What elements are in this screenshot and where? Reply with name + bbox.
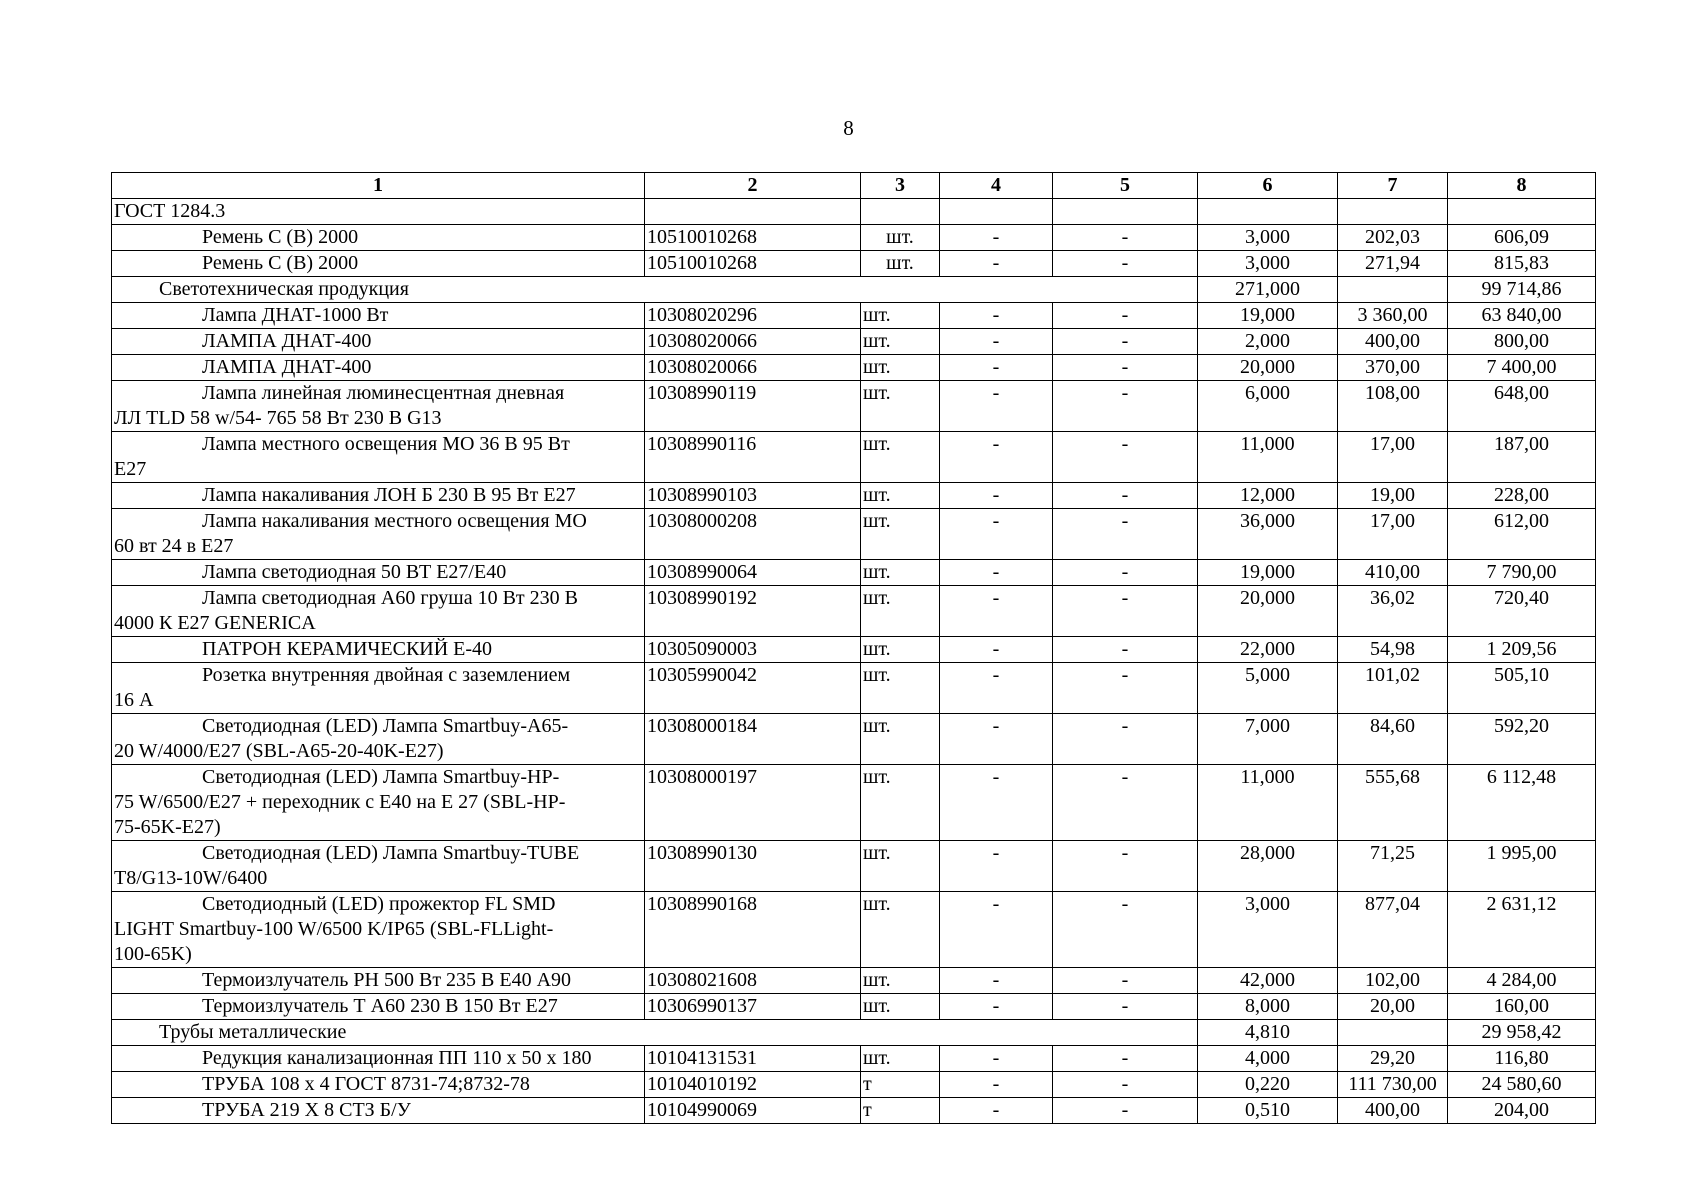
item-qty: 42,000 [1198, 968, 1338, 994]
item-sum: 4 284,00 [1448, 968, 1596, 994]
table-row [112, 483, 1596, 509]
item-name-line1: Лампа ДНАТ-1000 Вт [202, 304, 389, 326]
item-sum: 505,10 [1448, 663, 1596, 714]
item-unit: шт. [861, 509, 940, 560]
item-sum: 228,00 [1448, 483, 1596, 509]
item-col5: - [1053, 432, 1198, 483]
item-name-line1: Ремень С (В) 2000 [202, 226, 359, 248]
item-col4: - [940, 483, 1053, 509]
item-name [112, 483, 645, 509]
item-name-line2: LIGHT Smartbuy-100 W/6500 K/IP65 (SBL-FLLight- [114, 918, 554, 940]
item-name-line1: Светодиодная (LED) Лампа Smartbuy-TUBE [202, 842, 580, 864]
item-name [112, 225, 645, 251]
item-name-line2: 16 А [114, 689, 154, 711]
item-code: 10308000184 [645, 714, 861, 765]
table-row [112, 994, 1596, 1020]
inventory-table [111, 172, 1596, 1124]
item-qty: 11,000 [1198, 432, 1338, 483]
column-header-7: 7 [1338, 173, 1448, 199]
item-unit: шт. [861, 381, 940, 432]
header-row [112, 173, 1596, 199]
item-col5: - [1053, 968, 1198, 994]
item-col5: - [1053, 663, 1198, 714]
item-price: 111 730,00 [1338, 1072, 1448, 1098]
gost-row [112, 199, 1596, 225]
item-name-line1: Светодиодная (LED) Лампа Smartbuy-A65- [202, 715, 569, 737]
item-price: 400,00 [1338, 329, 1448, 355]
item-unit: шт. [861, 892, 940, 968]
item-sum: 187,00 [1448, 432, 1596, 483]
item-col4: - [940, 714, 1053, 765]
table-row [112, 892, 1596, 968]
item-price: 29,20 [1338, 1046, 1448, 1072]
item-sum: 7 400,00 [1448, 355, 1596, 381]
gost-label: ГОСТ 1284.3 [112, 199, 645, 225]
item-qty: 20,000 [1198, 355, 1338, 381]
column-header-2: 2 [645, 173, 861, 199]
category-row [112, 1020, 1596, 1046]
item-qty: 5,000 [1198, 663, 1338, 714]
item-col5: - [1053, 714, 1198, 765]
table-row [112, 432, 1596, 483]
item-price: 108,00 [1338, 381, 1448, 432]
item-price: 84,60 [1338, 714, 1448, 765]
item-name-line2: ЛЛ TLD 58 w/54- 765 58 Вт 230 В G13 [114, 407, 442, 429]
item-col4: - [940, 968, 1053, 994]
item-name-line1: Лампа светодиодная 50 ВТ Е27/Е40 [202, 561, 507, 583]
table-row [112, 355, 1596, 381]
item-code: 10308990116 [645, 432, 861, 483]
column-header-5: 5 [1053, 173, 1198, 199]
item-price: 271,94 [1338, 251, 1448, 277]
item-code: 10308000197 [645, 765, 861, 841]
item-col5: - [1053, 225, 1198, 251]
item-col5: - [1053, 355, 1198, 381]
category-label: Трубы металлические [112, 1020, 1198, 1046]
item-col5: - [1053, 381, 1198, 432]
item-unit: т [861, 1098, 940, 1124]
item-name-line1: Термоизлучатель РН 500 Вт 235 В Е40 А90 [202, 969, 572, 991]
item-name-line2: 4000 К Е27 GENERICA [114, 612, 316, 634]
item-name-line2: T8/G13-10W/6400 [114, 867, 268, 889]
item-name [112, 892, 645, 968]
item-col5: - [1053, 560, 1198, 586]
item-price: 17,00 [1338, 432, 1448, 483]
item-price: 877,04 [1338, 892, 1448, 968]
item-name-line2: 75 W/6500/E27 + переходник с Е40 на Е 27 (SBL-HP- [114, 791, 566, 813]
item-name-line3: 75-65K-E27) [114, 816, 221, 838]
category-sum: 99 714,86 [1448, 277, 1596, 303]
item-name [112, 663, 645, 714]
item-qty: 3,000 [1198, 251, 1338, 277]
table-body [112, 199, 1596, 1124]
column-header-4: 4 [940, 173, 1053, 199]
item-name-line1: Ремень С (В) 2000 [202, 252, 359, 274]
item-code: 10308990064 [645, 560, 861, 586]
item-col4: - [940, 303, 1053, 329]
item-name [112, 1046, 645, 1072]
table-row [112, 303, 1596, 329]
table-row [112, 586, 1596, 637]
table-row [112, 1046, 1596, 1072]
item-qty: 36,000 [1198, 509, 1338, 560]
item-sum: 7 790,00 [1448, 560, 1596, 586]
item-price: 400,00 [1338, 1098, 1448, 1124]
item-col5: - [1053, 994, 1198, 1020]
item-col4: - [940, 1046, 1053, 1072]
item-name [112, 637, 645, 663]
item-name-line1: Лампа накаливания местного освещения МО [202, 510, 587, 532]
item-qty: 8,000 [1198, 994, 1338, 1020]
item-price: 20,00 [1338, 994, 1448, 1020]
item-col5: - [1053, 303, 1198, 329]
item-code: 10308990192 [645, 586, 861, 637]
item-sum: 160,00 [1448, 994, 1596, 1020]
item-name [112, 1072, 645, 1098]
item-code: 10510010268 [645, 251, 861, 277]
item-qty: 4,000 [1198, 1046, 1338, 1072]
table-row [112, 251, 1596, 277]
item-col4: - [940, 225, 1053, 251]
item-col4: - [940, 892, 1053, 968]
item-name [112, 841, 645, 892]
item-qty: 6,000 [1198, 381, 1338, 432]
item-col4: - [940, 355, 1053, 381]
item-col4: - [940, 841, 1053, 892]
item-col4: - [940, 432, 1053, 483]
table-row [112, 381, 1596, 432]
table-row [112, 637, 1596, 663]
item-name-line1: Лампа линейная люминесцентная дневная [202, 382, 565, 404]
item-name-line2: 60 вт 24 в Е27 [114, 535, 234, 557]
item-qty: 3,000 [1198, 892, 1338, 968]
item-qty: 0,220 [1198, 1072, 1338, 1098]
table-row [112, 841, 1596, 892]
table-row [112, 225, 1596, 251]
item-sum: 6 112,48 [1448, 765, 1596, 841]
item-col4: - [940, 765, 1053, 841]
item-code: 10308021608 [645, 968, 861, 994]
item-code: 10305090003 [645, 637, 861, 663]
column-header-8: 8 [1448, 173, 1596, 199]
item-unit: шт. [861, 355, 940, 381]
item-name [112, 968, 645, 994]
item-unit: шт. [861, 303, 940, 329]
category-row [112, 277, 1596, 303]
item-col5: - [1053, 509, 1198, 560]
item-unit: шт. [861, 251, 940, 277]
item-col5: - [1053, 483, 1198, 509]
item-price: 101,02 [1338, 663, 1448, 714]
item-col5: - [1053, 1098, 1198, 1124]
item-name-line1: Лампа местного освещения МО 36 В 95 Вт [202, 433, 570, 455]
item-sum: 815,83 [1448, 251, 1596, 277]
item-price: 54,98 [1338, 637, 1448, 663]
item-col4: - [940, 637, 1053, 663]
item-code: 10306990137 [645, 994, 861, 1020]
item-unit: шт. [861, 765, 940, 841]
category-label: Светотехническая продукция [112, 277, 1198, 303]
item-sum: 24 580,60 [1448, 1072, 1596, 1098]
item-sum: 612,00 [1448, 509, 1596, 560]
item-name [112, 509, 645, 560]
table-row [112, 1098, 1596, 1124]
item-name-line1: Термоизлучатель Т А60 230 В 150 Вт Е27 [202, 995, 558, 1017]
item-code: 10308020066 [645, 355, 861, 381]
item-code: 10308000208 [645, 509, 861, 560]
item-col5: - [1053, 637, 1198, 663]
category-sum: 29 958,42 [1448, 1020, 1596, 1046]
item-code: 10308990130 [645, 841, 861, 892]
item-code: 10308020066 [645, 329, 861, 355]
item-name [112, 251, 645, 277]
item-sum: 116,80 [1448, 1046, 1596, 1072]
item-col4: - [940, 251, 1053, 277]
page-number: 8 [843, 116, 854, 140]
item-price: 202,03 [1338, 225, 1448, 251]
item-name [112, 355, 645, 381]
item-col4: - [940, 994, 1053, 1020]
item-name [112, 329, 645, 355]
item-name-line2: 20 W/4000/E27 (SBL-A65-20-40K-E27) [114, 740, 444, 762]
item-col5: - [1053, 251, 1198, 277]
table-row [112, 714, 1596, 765]
table-row [112, 663, 1596, 714]
item-qty: 20,000 [1198, 586, 1338, 637]
item-name [112, 714, 645, 765]
item-code: 10308990103 [645, 483, 861, 509]
item-name [112, 1098, 645, 1124]
item-col4: - [940, 663, 1053, 714]
item-sum: 592,20 [1448, 714, 1596, 765]
item-col4: - [940, 560, 1053, 586]
item-col4: - [940, 1072, 1053, 1098]
item-col4: - [940, 509, 1053, 560]
item-unit: шт. [861, 968, 940, 994]
item-unit: шт. [861, 714, 940, 765]
item-price: 410,00 [1338, 560, 1448, 586]
table-row [112, 509, 1596, 560]
item-code: 10104131531 [645, 1046, 861, 1072]
item-qty: 7,000 [1198, 714, 1338, 765]
item-name [112, 303, 645, 329]
item-unit: шт. [861, 432, 940, 483]
item-name [112, 432, 645, 483]
item-unit: шт. [861, 841, 940, 892]
item-name-line1: ТРУБА 108 х 4 ГОСТ 8731-74;8732-78 [202, 1073, 530, 1095]
item-qty: 19,000 [1198, 560, 1338, 586]
item-price: 555,68 [1338, 765, 1448, 841]
item-price: 71,25 [1338, 841, 1448, 892]
item-sum: 63 840,00 [1448, 303, 1596, 329]
item-name-line1: Светодиодный (LED) прожектор FL SMD [202, 893, 556, 915]
item-col5: - [1053, 329, 1198, 355]
item-code: 10104010192 [645, 1072, 861, 1098]
item-col4: - [940, 329, 1053, 355]
item-price: 370,00 [1338, 355, 1448, 381]
item-unit: шт. [861, 637, 940, 663]
category-qty: 271,000 [1198, 277, 1338, 303]
table-row [112, 1072, 1596, 1098]
item-sum: 720,40 [1448, 586, 1596, 637]
item-qty: 0,510 [1198, 1098, 1338, 1124]
item-sum: 1 209,56 [1448, 637, 1596, 663]
table-row [112, 765, 1596, 841]
item-name-line1: ЛАМПА ДНАТ-400 [202, 330, 372, 352]
item-code: 10104990069 [645, 1098, 861, 1124]
table-row [112, 968, 1596, 994]
column-header-6: 6 [1198, 173, 1338, 199]
item-code: 10510010268 [645, 225, 861, 251]
item-col5: - [1053, 1046, 1198, 1072]
table-row [112, 560, 1596, 586]
item-name-line1: Редукция канализационная ПП 110 х 50 х 180 [202, 1047, 592, 1069]
category-qty: 4,810 [1198, 1020, 1338, 1046]
item-qty: 22,000 [1198, 637, 1338, 663]
item-name-line3: 100-65K) [114, 943, 192, 965]
item-sum: 2 631,12 [1448, 892, 1596, 968]
item-unit: т [861, 1072, 940, 1098]
item-price: 36,02 [1338, 586, 1448, 637]
item-code: 10305990042 [645, 663, 861, 714]
item-sum: 606,09 [1448, 225, 1596, 251]
item-col4: - [940, 586, 1053, 637]
item-price: 102,00 [1338, 968, 1448, 994]
item-price: 3 360,00 [1338, 303, 1448, 329]
item-qty: 28,000 [1198, 841, 1338, 892]
item-col5: - [1053, 586, 1198, 637]
item-name [112, 586, 645, 637]
item-price: 17,00 [1338, 509, 1448, 560]
item-name-line1: ЛАМПА ДНАТ-400 [202, 356, 372, 378]
item-sum: 1 995,00 [1448, 841, 1596, 892]
item-code: 10308990119 [645, 381, 861, 432]
item-unit: шт. [861, 560, 940, 586]
item-qty: 19,000 [1198, 303, 1338, 329]
item-name-line1: Лампа светодиодная А60 груша 10 Вт 230 В [202, 587, 578, 609]
item-unit: шт. [861, 483, 940, 509]
table-row [112, 329, 1596, 355]
item-code: 10308020296 [645, 303, 861, 329]
item-qty: 11,000 [1198, 765, 1338, 841]
item-sum: 204,00 [1448, 1098, 1596, 1124]
item-name-line1: Розетка внутренняя двойная с заземлением [202, 664, 571, 686]
item-col5: - [1053, 765, 1198, 841]
item-col5: - [1053, 1072, 1198, 1098]
item-unit: шт. [861, 225, 940, 251]
item-qty: 12,000 [1198, 483, 1338, 509]
item-name-line1: ПАТРОН КЕРАМИЧЕСКИЙ Е-40 [202, 638, 493, 660]
item-price: 19,00 [1338, 483, 1448, 509]
item-unit: шт. [861, 994, 940, 1020]
item-qty: 2,000 [1198, 329, 1338, 355]
item-col5: - [1053, 892, 1198, 968]
item-name [112, 381, 645, 432]
item-sum: 648,00 [1448, 381, 1596, 432]
item-col4: - [940, 1098, 1053, 1124]
item-name-line1: ТРУБА 219 Х 8 СТЗ Б/У [202, 1099, 411, 1121]
item-name [112, 994, 645, 1020]
item-name-line1: Лампа накаливания ЛОН Б 230 В 95 Вт Е27 [202, 484, 576, 506]
item-qty: 3,000 [1198, 225, 1338, 251]
column-header-1: 1 [112, 173, 645, 199]
item-unit: шт. [861, 663, 940, 714]
item-col5: - [1053, 841, 1198, 892]
item-unit: шт. [861, 1046, 940, 1072]
item-name [112, 765, 645, 841]
item-name-line2: Е27 [114, 458, 147, 480]
item-unit: шт. [861, 586, 940, 637]
item-name-line1: Светодиодная (LED) Лампа Smartbuy-HP- [202, 766, 560, 788]
column-header-3: 3 [861, 173, 940, 199]
item-code: 10308990168 [645, 892, 861, 968]
item-sum: 800,00 [1448, 329, 1596, 355]
item-name [112, 560, 645, 586]
item-col4: - [940, 381, 1053, 432]
item-unit: шт. [861, 329, 940, 355]
